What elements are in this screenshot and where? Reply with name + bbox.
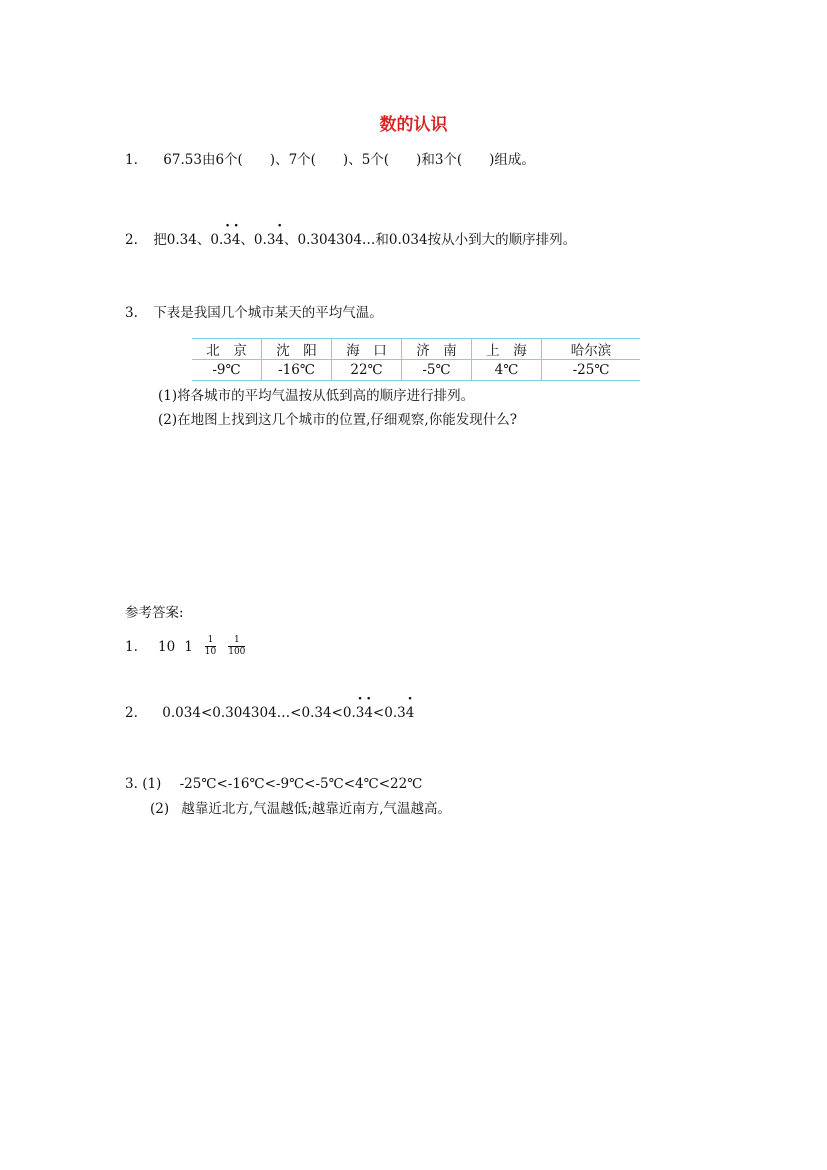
table-cell-city: 海 口: [332, 339, 402, 360]
question-3-sub-1: (1)将各城市的平均气温按从低到高的顺序进行排列。: [158, 388, 475, 404]
answer-part-label: (1): [142, 776, 162, 792]
repeating-digit: · 4: [364, 705, 373, 721]
answer-value: 1: [184, 638, 193, 655]
fraction-denominator: 10: [204, 647, 217, 657]
fraction-numerator: 1: [233, 635, 240, 645]
table-cell-city: 沈 阳: [262, 339, 332, 360]
table-cell-city: 哈尔滨: [542, 339, 641, 360]
table-row-cities: [192, 339, 640, 360]
repeating-digit: · 4: [232, 232, 241, 248]
answer-value: 10: [158, 638, 176, 655]
table-cell-temp: -5℃: [402, 360, 472, 381]
table-cell-city: 上 海: [472, 339, 542, 360]
answer-text: -25℃<-16℃<-9℃<-5℃<4℃<22℃: [179, 776, 423, 792]
answer-2: [125, 705, 414, 721]
question-number: 3.: [125, 305, 138, 321]
table-cell-temp: -16℃: [262, 360, 332, 381]
answer-number: 3.: [125, 776, 138, 792]
answer-3-part-2: [150, 797, 451, 817]
question-text-start: 把0.34、0.: [153, 232, 224, 248]
table-cell-temp: -25℃: [542, 360, 641, 381]
repeating-digit: · 3: [223, 232, 232, 248]
page-title: 数的认识: [379, 115, 448, 135]
question-text: 67.53由6个( )、7个( )、5个( )和3个( )组成。: [163, 152, 535, 168]
question-number: 2.: [125, 232, 138, 248]
question-1: [125, 148, 535, 168]
question-text: 下表是我国几个城市某天的平均气温。: [153, 305, 383, 321]
table-cell-temp: 4℃: [472, 360, 542, 381]
table-cell-city: 北 京: [192, 339, 262, 360]
answer-text: 越靠近北方,气温越低;越靠近南方,气温越高。: [181, 801, 452, 817]
repeating-digit: · 3: [356, 705, 365, 721]
repeating-digit: · 4: [275, 232, 284, 248]
question-3: [125, 301, 383, 321]
table-cell-temp: 22℃: [332, 360, 402, 381]
answer-part-label: (2): [150, 801, 170, 817]
answer-3-part-1: [125, 776, 422, 792]
answer-number: 2.: [125, 705, 138, 721]
question-3-sub-2: (2)在地图上找到这几个城市的位置,仔细观察,你能发现什么?: [158, 412, 517, 428]
answers-heading: 参考答案:: [125, 605, 184, 621]
temperature-table: [192, 338, 640, 381]
answer-number: 1.: [125, 638, 138, 655]
fraction: [205, 635, 216, 658]
answer-text-start: 0.034<0.304304…<0.34<0.: [162, 705, 356, 721]
table-row-temps: [192, 360, 640, 381]
fraction-numerator: 1: [207, 635, 214, 645]
question-text-middle: 、0.3: [240, 232, 276, 248]
repeating-digit: · 4: [406, 705, 415, 721]
question-number: 1.: [125, 152, 138, 168]
fraction-denominator: 100: [228, 647, 246, 657]
table-cell-temp: -9℃: [192, 360, 262, 381]
answer-text-middle: <0.3: [372, 705, 406, 721]
question-text-end: 、0.304304…和0.034按从小到大的顺序排列。: [284, 232, 577, 248]
answer-1: [125, 635, 251, 658]
fraction: [228, 635, 245, 658]
question-2: [125, 228, 576, 248]
table-cell-city: 济 南: [402, 339, 472, 360]
